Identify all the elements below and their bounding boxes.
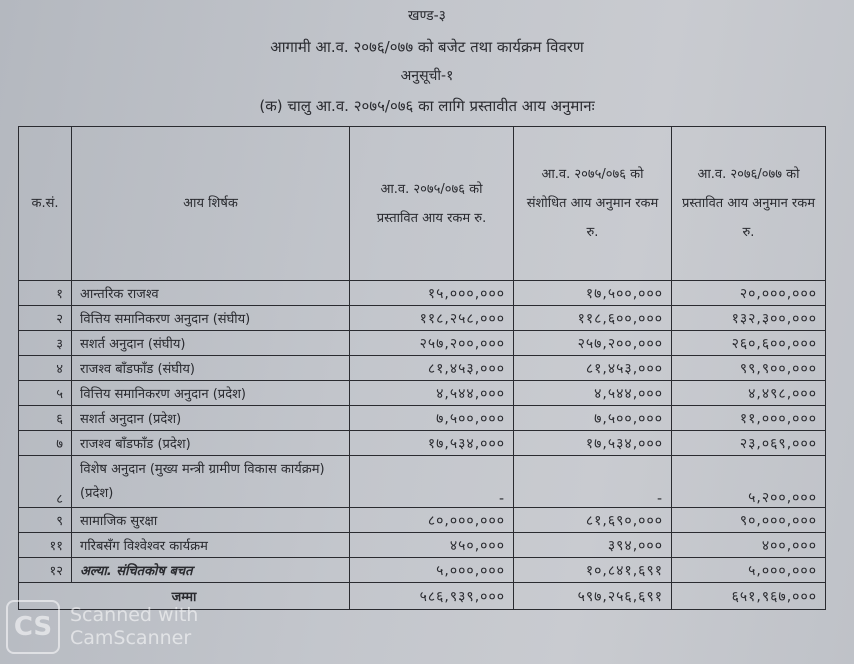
table-row: [19, 381, 826, 406]
table-subtitle: (क) चालु आ.व. २०७५/०७६ का लागि प्रस्तावीत आय अनुमानः: [259, 97, 595, 115]
proposed-075-cell: ११८,२५८,०००: [350, 306, 514, 331]
proposed-076-cell: २३,०६९,०००: [672, 431, 826, 456]
schedule-label: अनुसूची-१: [400, 68, 454, 84]
table-row: [19, 431, 826, 456]
proposed-076-cell: ५,२००,०००: [672, 456, 826, 508]
table-row: [19, 331, 826, 356]
revised-075-cell: १७,५००,०००: [514, 281, 672, 306]
revised-075-cell: १०,८४१,६९१: [514, 558, 672, 583]
revenue-estimate-table: [18, 126, 826, 610]
proposed-076-cell: ९९,९००,०००: [672, 356, 826, 381]
serial-cell: ८: [19, 456, 72, 508]
serial-cell: ३: [19, 331, 72, 356]
revenue-head-cell: राजश्व बाँडफाँड (प्रदेश): [72, 431, 350, 456]
serial-cell: १२: [19, 558, 72, 583]
revised-075-cell: ८१,४५३,०००: [514, 356, 672, 381]
revised-075-cell: ३९४,०००: [514, 533, 672, 558]
table-row: [19, 306, 826, 331]
revised-075-cell: ४,५४४,०००: [514, 381, 672, 406]
revenue-head-cell: वित्तिय समानिकरण अनुदान (प्रदेश): [72, 381, 350, 406]
proposed-075-cell: ८१,४५३,०००: [350, 356, 514, 381]
proposed-076-cell: ४००,०००: [672, 533, 826, 558]
revenue-head-cell: सशर्त अनुदान (संघीय): [72, 331, 350, 356]
watermark-line-1: Scanned with: [70, 604, 199, 626]
serial-cell: १: [19, 281, 72, 306]
revenue-head-cell: गरिबसँग विश्वेश्वर कार्यक्रम: [72, 533, 350, 558]
header-revised-075: आ.व. २०७५/०७६ को संशोधित आय अनुमान रकम रु.: [514, 127, 672, 281]
revised-075-cell: -: [514, 456, 672, 508]
total-proposed-075: ५८६,९३९,०००: [350, 583, 514, 610]
proposed-076-cell: २६०,६००,०००: [672, 331, 826, 356]
revenue-head-cell: सामाजिक सुरक्षा: [72, 508, 350, 533]
total-revised-075: ५९७,२५६,६९१: [514, 583, 672, 610]
proposed-075-cell: २५७,२००,०००: [350, 331, 514, 356]
camscanner-logo-icon: CS: [6, 600, 60, 654]
serial-cell: ७: [19, 431, 72, 456]
table-row: [19, 533, 826, 558]
serial-cell: ५: [19, 381, 72, 406]
table-header-row: [19, 127, 826, 281]
serial-cell: ११: [19, 533, 72, 558]
revenue-head-cell: राजश्व बाँडफाँड (संघीय): [72, 356, 350, 381]
total-label: जम्मा: [19, 583, 350, 610]
proposed-076-cell: ४,४९८,०००: [672, 381, 826, 406]
camscanner-watermark: [6, 600, 198, 654]
proposed-075-cell: ४५०,०००: [350, 533, 514, 558]
table-row: [19, 356, 826, 381]
proposed-075-cell: १७,५३४,०००: [350, 431, 514, 456]
watermark-line-2: CamScanner: [70, 627, 192, 649]
proposed-075-cell: ४,५४४,०००: [350, 381, 514, 406]
table-row: [19, 456, 826, 508]
table-row: [19, 406, 826, 431]
revenue-head-cell: विशेष अनुदान (मुख्य मन्त्री ग्रामीण विकास कार्यक्रम) (प्रदेश): [72, 456, 350, 508]
header-revenue-head: आय शिर्षक: [72, 127, 350, 281]
header-proposed-075: आ.व. २०७५/०७६ को प्रस्तावित आय रकम रु.: [350, 127, 514, 281]
serial-cell: २: [19, 306, 72, 331]
proposed-075-cell: ५,०००,०००: [350, 558, 514, 583]
proposed-076-cell: ११,०००,०००: [672, 406, 826, 431]
proposed-075-cell: -: [350, 456, 514, 508]
revised-075-cell: ८१,६९०,०००: [514, 508, 672, 533]
proposed-076-cell: २०,०००,०००: [672, 281, 826, 306]
header-serial: क.सं.: [19, 127, 72, 281]
revenue-head-cell: अल्या. संचितकोष बचत: [72, 558, 350, 583]
table-row: [19, 508, 826, 533]
table-row: [19, 558, 826, 583]
revised-075-cell: ७,५००,०००: [514, 406, 672, 431]
table-row: [19, 281, 826, 306]
revenue-head-cell: वित्तिय समानिकरण अनुदान (संघीय): [72, 306, 350, 331]
proposed-076-cell: ९०,०००,०००: [672, 508, 826, 533]
serial-cell: ६: [19, 406, 72, 431]
revised-075-cell: ११८,६००,०००: [514, 306, 672, 331]
section-label: खण्ड-३: [408, 8, 446, 24]
revised-075-cell: १७,५३४,०००: [514, 431, 672, 456]
proposed-075-cell: ७,५००,०००: [350, 406, 514, 431]
document-title: आगामी आ.व. २०७६/०७७ को बजेट तथा कार्यक्रम विवरण: [270, 38, 584, 56]
proposed-075-cell: ८०,०००,०००: [350, 508, 514, 533]
serial-cell: ४: [19, 356, 72, 381]
serial-cell: ९: [19, 508, 72, 533]
revenue-head-cell: आन्तरिक राजश्व: [72, 281, 350, 306]
total-proposed-076: ६५१,९६७,०००: [672, 583, 826, 610]
proposed-075-cell: १५,०००,०००: [350, 281, 514, 306]
header-proposed-076: आ.व. २०७६/०७७ को प्रस्तावित आय अनुमान रकम रु.: [672, 127, 826, 281]
revenue-head-cell: सशर्त अनुदान (प्रदेश): [72, 406, 350, 431]
proposed-076-cell: ५,०००,०००: [672, 558, 826, 583]
proposed-076-cell: १३२,३००,०००: [672, 306, 826, 331]
revised-075-cell: २५७,२००,०००: [514, 331, 672, 356]
